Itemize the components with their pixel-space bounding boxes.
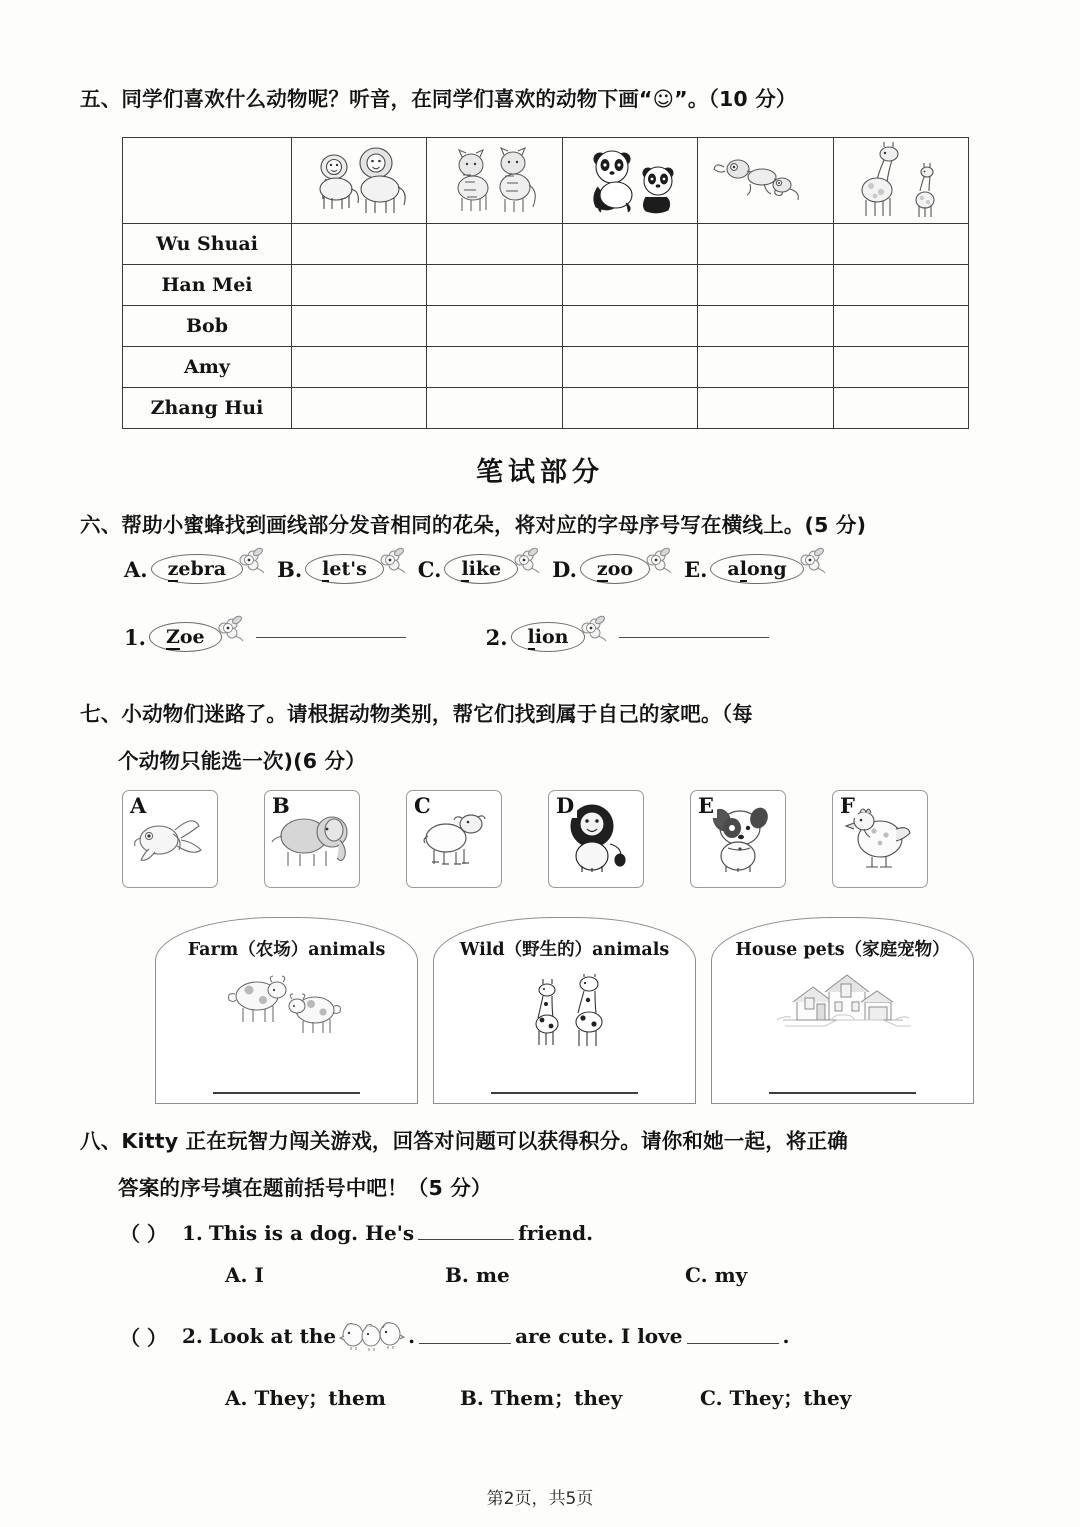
bubble-word-like: like — [461, 558, 502, 580]
section-eight-heading-line2: 答案的序号填在题前括号中吧！（5 分） — [118, 1176, 492, 1200]
category-box-farm[interactable] — [155, 917, 418, 1104]
underlined-letter: Z — [165, 626, 180, 648]
mc-question-1 — [120, 1218, 593, 1247]
answer-cell[interactable] — [427, 347, 562, 388]
phonics-option-e[interactable] — [684, 554, 804, 584]
answer-cell[interactable] — [427, 265, 562, 306]
section-six-heading: 六、帮助小蜜蜂找到画线部分发音相同的花朵，将对应的字母序号写在横线上。(5 分) — [80, 513, 867, 537]
card-letter-c: C — [411, 793, 434, 818]
answer-blank-1[interactable] — [256, 636, 406, 638]
word-bubble-zoe[interactable] — [149, 622, 222, 652]
option-letter-a: A. — [124, 556, 148, 582]
section-seven-heading-line2: 个动物只能选一次)(6 分） — [118, 749, 366, 773]
table-header-row — [123, 138, 969, 224]
answer-cell[interactable] — [698, 224, 833, 265]
mc-text-before-2: Look at the — [208, 1324, 337, 1348]
answer-cell[interactable] — [562, 347, 697, 388]
flower-icon — [643, 547, 673, 580]
phonics-option-b[interactable] — [277, 554, 384, 584]
mc-answer-paren-2[interactable]: （ ） — [120, 1325, 167, 1350]
mc-text-end-2: . — [782, 1324, 790, 1348]
section-seven-heading-line1: 七、小动物们迷路了。请根据动物类别，帮它们找到属于自己的家吧。（每 — [80, 702, 753, 726]
answer-cell[interactable] — [427, 388, 562, 429]
cows-icon — [156, 974, 417, 1036]
category-answer-blank-farm[interactable] — [213, 1092, 359, 1094]
word-bubble-lets[interactable] — [305, 554, 384, 584]
answer-cell[interactable] — [427, 224, 562, 265]
house-icon — [712, 974, 973, 1040]
word-bubble-lion[interactable] — [511, 622, 586, 652]
bubble-word-lets: let's — [322, 558, 367, 580]
table-corner-cell — [123, 138, 292, 224]
underlined-letter: l — [527, 626, 535, 648]
mc-text-before-1: This is a dog. He's — [208, 1220, 415, 1245]
table-row — [123, 306, 969, 347]
student-name-wu-shuai: Wu Shuai — [123, 224, 292, 265]
student-name-amy: Amy — [123, 347, 292, 388]
mc-options-1 — [225, 1263, 925, 1287]
answer-cell[interactable] — [833, 265, 968, 306]
mc-answer-paren-1[interactable]: （ ） — [120, 1222, 167, 1246]
answer-cell[interactable] — [833, 224, 968, 265]
student-name-bob: Bob — [123, 306, 292, 347]
phonics-question-2[interactable] — [486, 622, 770, 652]
flower-icon — [377, 547, 407, 580]
card-letter-a: A — [127, 793, 149, 818]
mc-option-1a[interactable]: A. I — [225, 1263, 264, 1287]
category-label-farm: Farm（农场）animals — [187, 940, 386, 960]
mc-question-2 — [120, 1320, 789, 1352]
bubble-word-zebra: zebra — [167, 558, 227, 580]
answer-cell[interactable] — [292, 306, 427, 347]
answer-cell[interactable] — [833, 347, 968, 388]
answer-blank-2[interactable] — [619, 636, 769, 638]
flower-icon — [236, 547, 266, 580]
mc-blank-2a[interactable] — [419, 1329, 511, 1344]
tigers-icon — [427, 138, 561, 223]
option-letter-e: E. — [684, 556, 708, 582]
answer-cell[interactable] — [427, 306, 562, 347]
category-label-wild: Wild（野生的）animals — [459, 940, 670, 960]
card-letter-e: E — [695, 793, 717, 818]
bubble-word-lion: lion — [527, 626, 569, 648]
answer-cell[interactable] — [562, 306, 697, 347]
answer-cell[interactable] — [562, 224, 697, 265]
phonics-option-c[interactable] — [418, 554, 518, 584]
giraffes-icon — [434, 974, 695, 1050]
word-bubble-along[interactable] — [710, 554, 803, 584]
option-letter-b: B. — [277, 556, 303, 582]
category-box-house-pets[interactable] — [711, 917, 974, 1104]
word-bubble-like[interactable] — [444, 554, 518, 584]
mc-text-mid-2: . — [408, 1324, 416, 1348]
underlined-letter: z — [167, 558, 179, 580]
table-header-pandas — [562, 138, 697, 224]
student-name-han-mei: Han Mei — [123, 265, 292, 306]
answer-cell[interactable] — [698, 347, 833, 388]
question-number-2: 2. — [485, 624, 508, 650]
table-header-chameleons — [698, 138, 833, 224]
mc-number-2: 2. — [182, 1324, 203, 1348]
option-letter-d: D. — [552, 556, 577, 582]
table-row — [123, 347, 969, 388]
flower-icon — [511, 547, 541, 580]
table-header-giraffes — [833, 138, 968, 224]
flower-icon — [215, 615, 245, 648]
category-answer-blank-house-pets[interactable] — [769, 1092, 915, 1094]
word-bubble-zebra[interactable] — [151, 554, 244, 584]
answer-cell[interactable] — [698, 265, 833, 306]
giraffes-icon — [834, 138, 968, 223]
phonics-options-row — [124, 554, 924, 584]
written-section-title: 笔试部分 — [476, 457, 604, 488]
answer-cell[interactable] — [292, 265, 427, 306]
table-header-lions — [292, 138, 427, 224]
bubble-word-zoe: Zoe — [165, 626, 205, 648]
mc-blank-2b[interactable] — [687, 1329, 779, 1344]
mc-number-1: 1. — [182, 1220, 203, 1245]
card-letter-f: F — [837, 793, 858, 818]
answer-cell[interactable] — [292, 347, 427, 388]
mc-option-2b[interactable]: B. Them；they — [460, 1386, 623, 1410]
category-answer-blank-wild[interactable] — [491, 1092, 637, 1094]
mc-text-after-1: friend. — [518, 1220, 594, 1245]
underlined-letter: l — [461, 558, 469, 580]
underlined-letter: l — [739, 558, 747, 580]
page-footer: 第2页，共5页 — [486, 1489, 594, 1509]
section-eight-heading-line1: 八、Kitty 正在玩智力闯关游戏，回答对问题可以获得积分。请你和她一起，将正确 — [80, 1129, 849, 1153]
phonics-question-1[interactable] — [124, 622, 406, 652]
phonics-option-a[interactable] — [124, 554, 243, 584]
animal-preference-table — [122, 137, 969, 429]
option-letter-c: C. — [417, 556, 442, 582]
answer-cell[interactable] — [698, 306, 833, 347]
answer-cell[interactable] — [562, 265, 697, 306]
category-label-house-pets: House pets（家庭宠物） — [735, 940, 950, 960]
mc-text-after-2: are cute. I love — [515, 1324, 683, 1348]
category-box-wild[interactable] — [433, 917, 696, 1104]
answer-cell[interactable] — [292, 388, 427, 429]
word-bubble-zoo[interactable] — [580, 554, 650, 584]
animal-card-f[interactable] — [832, 790, 928, 888]
section-five-heading: 五、同学们喜欢什么动物呢？听音，在同学们喜欢的动物下画“☺”。（10 分） — [80, 87, 797, 111]
animal-card-a[interactable] — [122, 790, 218, 888]
bubble-word-along: along — [727, 558, 787, 580]
flower-icon — [578, 615, 608, 648]
animal-card-e[interactable] — [690, 790, 786, 888]
mc-option-1b[interactable]: B. me — [445, 1263, 510, 1287]
table-row — [123, 265, 969, 306]
underlined-letter: z — [596, 558, 608, 580]
phonics-option-d[interactable] — [552, 554, 650, 584]
table-row — [123, 224, 969, 265]
mc-option-2a[interactable]: A. They；them — [225, 1386, 386, 1410]
mc-option-1c[interactable]: C. my — [685, 1263, 748, 1287]
underlined-letter: l — [322, 558, 330, 580]
animal-card-d[interactable] — [548, 790, 644, 888]
chicks-icon — [339, 1320, 405, 1352]
answer-cell[interactable] — [833, 306, 968, 347]
card-letter-b: B — [269, 793, 293, 818]
flower-icon — [797, 547, 827, 580]
animal-card-b[interactable] — [264, 790, 360, 888]
table-header-tigers — [427, 138, 562, 224]
answer-cell[interactable] — [698, 388, 833, 429]
answer-cell[interactable] — [292, 224, 427, 265]
mc-options-2 — [225, 1382, 945, 1411]
mc-option-2c[interactable]: C. They；they — [700, 1386, 852, 1410]
answer-cell[interactable] — [833, 388, 968, 429]
question-number-1: 1. — [124, 624, 146, 650]
student-name-zhang-hui: Zhang Hui — [123, 388, 292, 429]
chameleons-icon — [698, 138, 832, 223]
mc-blank-1[interactable] — [418, 1225, 514, 1240]
phonics-answer-row — [124, 622, 769, 652]
card-letter-d: D — [553, 793, 577, 818]
pandas-icon — [563, 138, 697, 223]
answer-cell[interactable] — [562, 388, 697, 429]
animal-card-c[interactable] — [406, 790, 502, 888]
lions-icon — [292, 138, 426, 223]
bubble-word-zoo: zoo — [596, 558, 634, 580]
table-row — [123, 388, 969, 429]
